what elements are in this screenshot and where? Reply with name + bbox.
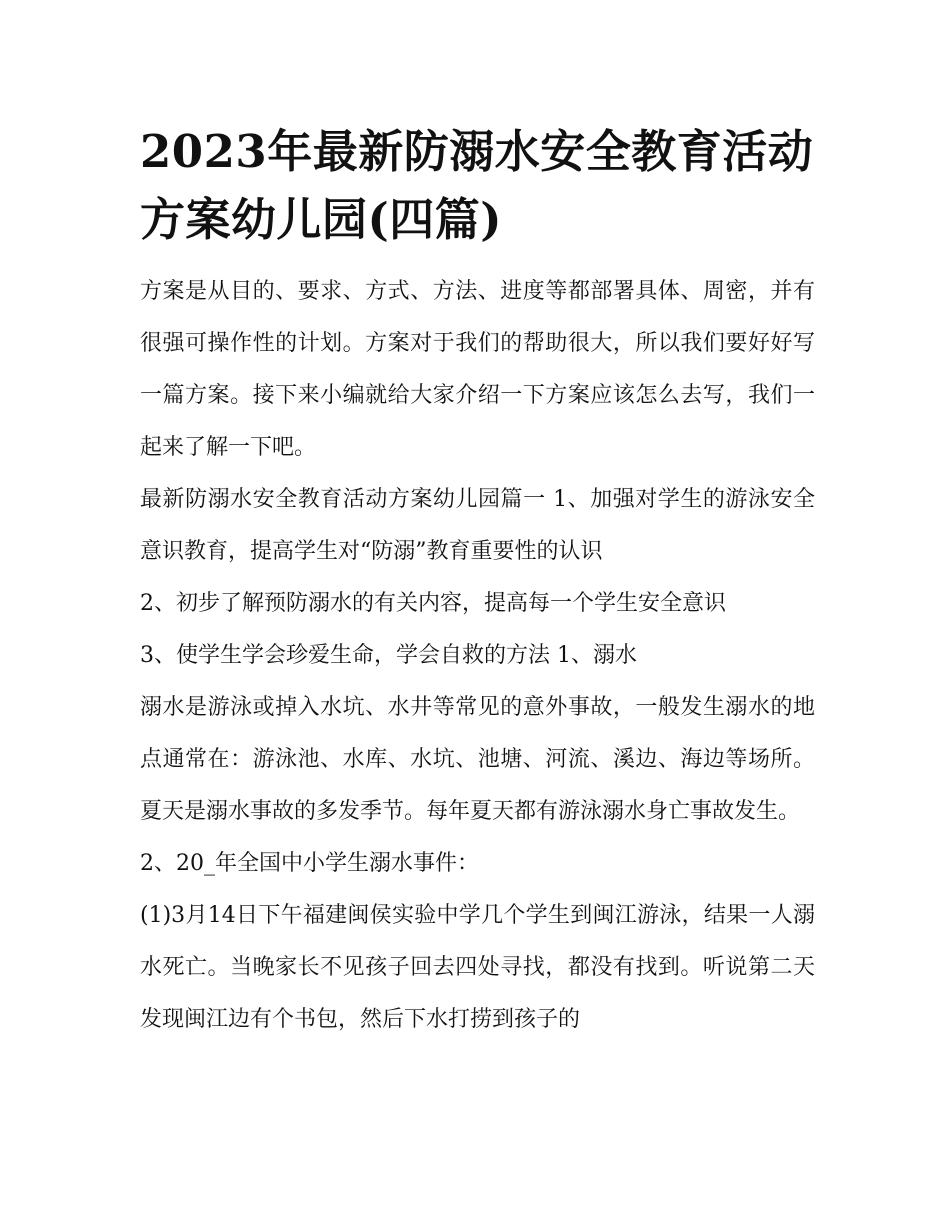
drowning-definition-paragraph: 溺水是游泳或掉入水坑、水井等常见的意外事故，一般发生溺水的地点通常在：游泳池、水库、水坑、池塘、河流、溪边、海边等场所。夏天是溺水事故的多发季节。每年夏天都有游泳溺水身亡事故发生。	[140, 695, 815, 824]
incident-one-paragraph: (1)3月14日下午福建闽侯实验中学几个学生到闽江游泳，结果一人溺水死亡。当晚家长不见孩子回去四处寻找，都没有找到。听说第二天发现闽江边有个书包，然后下水打捞到孩子的	[140, 903, 815, 1032]
intro-paragraph: 方案是从目的、要求、方式、方法、进度等都部署具体、周密，并有很强可操作性的计划。方案对于我们的帮助很大，所以我们要好好写一篇方案。接下来小编就给大家介绍一下方案应该怎么去写，我们一起来了解一下吧。	[140, 279, 815, 460]
incidents-heading-paragraph: 2、20_年全国中小学生溺水事件：	[140, 851, 479, 876]
document-page	[140, 118, 815, 1046]
section-one-paragraph: 最新防溺水安全教育活动方案幼儿园篇一 1、加强对学生的游泳安全意识教育，提高学生对“防溺”教育重要性的认识	[140, 487, 815, 564]
document-title: 2023年最新防溺水安全教育活动方案幼儿园(四篇)	[140, 125, 814, 246]
goal-two-paragraph: 2、初步了解预防溺水的有关内容，提高每一个学生安全意识	[140, 591, 726, 616]
goal-three-paragraph: 3、使学生学会珍爱生命，学会自救的方法 1、溺水	[140, 643, 637, 668]
